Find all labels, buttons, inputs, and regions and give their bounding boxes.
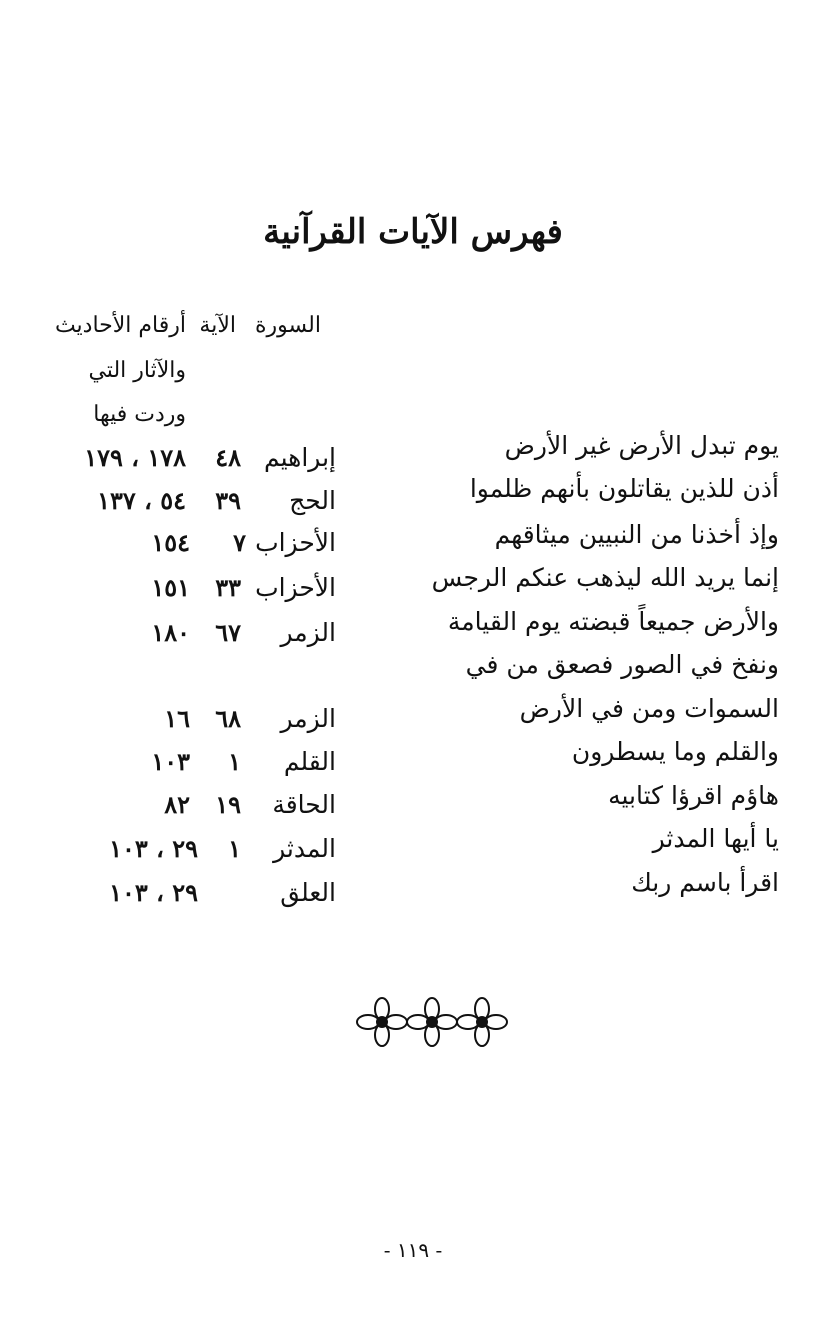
page-title: فهرس الآيات القرآنية — [263, 212, 563, 252]
ayah-number: ٣٩ — [215, 486, 241, 515]
surah-name: الأحزاب — [255, 573, 336, 602]
ayah-number: ١ — [228, 747, 241, 776]
hadith-numbers: ١٨٠ — [151, 618, 190, 647]
verse-text: هاؤم اقرؤا كتابيه — [608, 781, 779, 810]
surah-name: إبراهيم — [263, 443, 336, 472]
verse-text: السموات ومن في الأرض — [519, 694, 779, 723]
hadith-numbers: ١٠٣ — [151, 747, 190, 776]
surah-name: الحاقة — [272, 790, 336, 819]
column-header-hadith-3: وردت فيها — [93, 402, 186, 427]
column-header-hadith-1: أرقام الأحاديث — [54, 313, 186, 338]
surah-name: القلم — [283, 747, 336, 776]
column-header-ayah: الآية — [199, 313, 236, 338]
hadith-numbers: ٢٩ ، ١٠٣ — [109, 834, 198, 863]
verse-text: ونفخ في الصور فصعق من في — [465, 650, 779, 679]
ayah-number: ٤٨ — [215, 443, 241, 472]
column-header-hadith-2: والآثار التي — [88, 358, 186, 383]
ayah-number: ٦٨ — [215, 704, 241, 733]
hadith-numbers: ١٥٤ — [151, 528, 190, 557]
verse-text: وإذ أخذنا من النبيين ميثاقهم — [494, 520, 779, 549]
surah-name: الأحزاب — [255, 528, 336, 557]
surah-name: العلق — [280, 878, 336, 907]
surah-name: المدثر — [273, 834, 336, 863]
verse-text: إنما يريد الله ليذهب عنكم الرجس — [431, 563, 779, 592]
hadith-numbers: ١٧٨ ، ١٧٩ — [84, 443, 186, 472]
page-number: - ١١٩ - — [383, 1238, 443, 1262]
hadith-numbers: ١٥١ — [151, 573, 190, 602]
ayah-number: ١٩ — [215, 790, 241, 819]
verse-text: أذن للذين يقاتلون بأنهم ظلموا — [469, 474, 779, 503]
surah-name: الحج — [289, 486, 336, 515]
ayah-number: ١ — [228, 834, 241, 863]
surah-name: الزمر — [280, 618, 336, 647]
verse-text: والأرض جميعاً قبضته يوم القيامة — [447, 607, 779, 636]
ayah-number: ٣٣ — [215, 573, 241, 602]
surah-name: الزمر — [280, 704, 336, 733]
ayah-number: ٧ — [233, 528, 246, 557]
hadith-numbers: ٢٩ ، ١٠٣ — [109, 878, 198, 907]
flower-ornament-icon — [352, 990, 512, 1054]
verse-text: والقلم وما يسطرون — [571, 737, 779, 766]
hadith-numbers: ٨٢ — [164, 790, 190, 819]
column-header-surah: السورة — [255, 313, 321, 338]
verse-text: يا أيها المدثر — [652, 824, 779, 853]
verse-text: اقرأ باسم ربك — [631, 868, 779, 897]
verse-text: يوم تبدل الأرض غير الأرض — [504, 431, 779, 460]
ayah-number: ٦٧ — [215, 618, 241, 647]
hadith-numbers: ٥٤ ، ١٣٧ — [97, 486, 186, 515]
hadith-numbers: ١٦ — [164, 704, 190, 733]
